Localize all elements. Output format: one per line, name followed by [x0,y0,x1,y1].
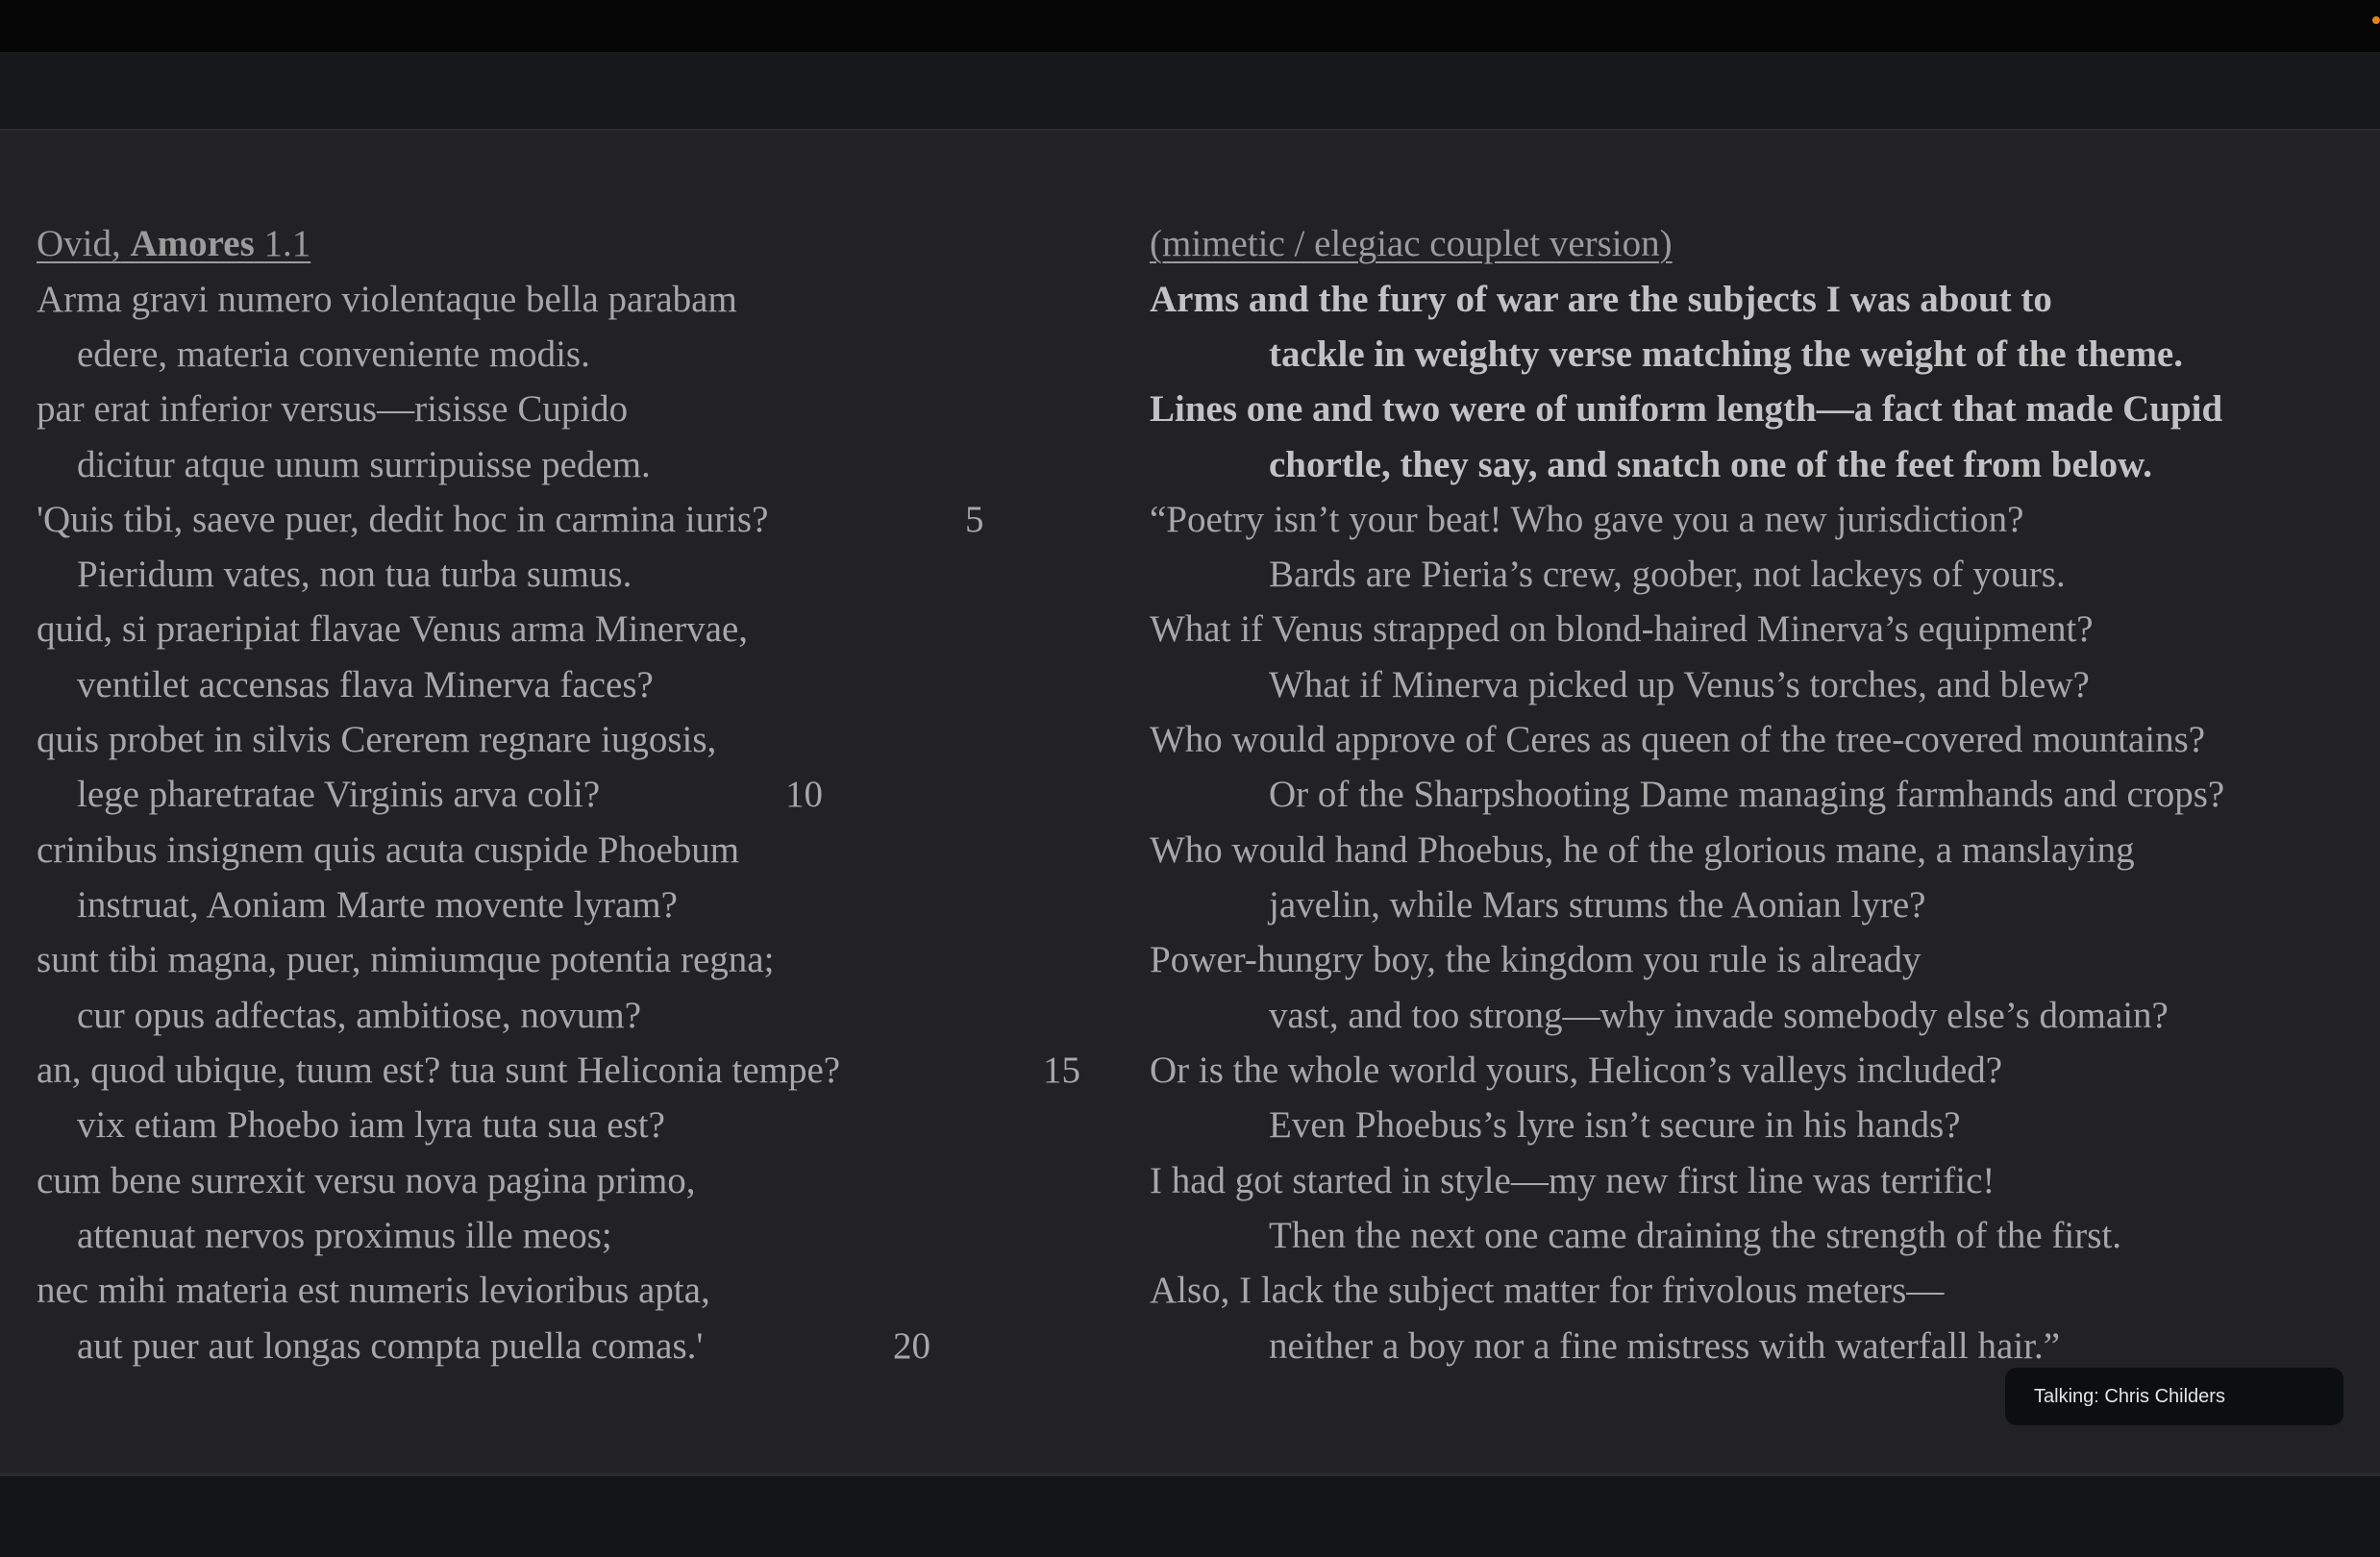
latin-line-9: quis probet in silvis Cererem regnare iugosis, [37,719,717,760]
latin-line-7: quid, si praeripiat flavae Venus arma Minervae, [37,608,749,650]
english-line-12: javelin, while Mars strums the Aonian lyre? [1269,884,1926,926]
latin-line-8: ventilet accensas flava Minerva faces? [77,664,654,705]
active-speaker-indicator: Talking: Chris Childers [2005,1368,2343,1425]
english-line-6: Bards are Pieria’s crew, goober, not lackeys of yours. [1269,554,2066,595]
latin-line-3: par erat inferior versus—risisse Cupido [37,388,629,430]
english-line-17: I had got started in style—my new first line was terrific! [1150,1160,1996,1201]
latin-line-11: crinibus insignem quis acuta cuspide Phoebum [37,829,740,871]
line-number-10: 10 [785,774,823,815]
english-line-10: Or of the Sharpshooting Dame managing farmhands and crops? [1269,774,2225,815]
english-line-13: Power-hungry boy, the kingdom you rule is already [1150,939,1921,980]
latin-line-2: edere, materia conveniente modis. [77,334,590,375]
english-line-19: Also, I lack the subject matter for frivolous meters— [1150,1270,1945,1311]
latin-line-20: aut puer aut longas compta puella comas.' [77,1325,704,1367]
english-line-7: What if Venus strapped on blond-haired Minerva’s equipment? [1150,608,2094,650]
window-top-bar [0,0,2380,52]
english-line-20: neither a boy nor a fine mistress with waterfall hair.” [1269,1325,2061,1367]
english-line-16: Even Phoebus’s lyre isn’t secure in his hands? [1269,1104,1961,1146]
latin-line-19: nec mihi materia est numeris levioribus apta, [37,1270,710,1311]
latin-line-6: Pieridum vates, non tua turba sumus. [77,554,632,595]
latin-line-16: vix etiam Phoebo iam lyra tuta sua est? [77,1104,665,1146]
english-line-3: Lines one and two were of uniform length—a fact that made Cupid [1150,388,2223,430]
english-line-4: chortle, they say, and snatch one of the feet from below. [1269,444,2152,485]
latin-line-4: dicitur atque unum surripuisse pedem. [77,444,651,485]
latin-line-5: 'Quis tibi, saeve puer, dedit hoc in carmina iuris? [37,499,769,540]
latin-line-17: cum bene surrexit versu nova pagina primo, [37,1160,696,1201]
latin-line-15: an, quod ubique, tuum est? tua sunt Heliconia tempe? [37,1050,841,1091]
latin-line-14: cur opus adfectas, ambitiose, novum? [77,995,641,1036]
english-title: (mimetic / elegiac couplet version) [1150,223,1673,264]
meeting-bottom-bar [0,1472,2380,1557]
latin-line-18: attenuat nervos proximus ille meos; [77,1215,612,1256]
line-number-5: 5 [965,499,984,540]
english-line-14: vast, and too strong—why invade somebody else’s domain? [1269,995,2169,1036]
latin-line-13: sunt tibi magna, puer, nimiumque potentia regna; [37,939,775,980]
meeting-toolbar [0,52,2380,131]
latin-title: Ovid, Amores 1.1 [37,223,311,264]
english-line-5: “Poetry isn’t your beat! Who gave you a new jurisdiction? [1150,499,2024,540]
line-number-15: 15 [1043,1050,1080,1091]
latin-line-10: lege pharetratae Virginis arva coli? [77,774,601,815]
english-line-8: What if Minerva picked up Venus’s torches, and blew? [1269,664,2090,705]
english-line-18: Then the next one came draining the strength of the first. [1269,1215,2121,1256]
recording-indicator-dot [2372,16,2380,24]
shared-screen [0,131,2380,1472]
english-line-15: Or is the whole world yours, Helicon’s valleys included? [1150,1050,2003,1091]
latin-line-1: Arma gravi numero violentaque bella parabam [37,279,737,320]
english-line-2: tackle in weighty verse matching the weight of the theme. [1269,334,2183,375]
line-number-20: 20 [893,1325,930,1367]
english-line-11: Who would hand Phoebus, he of the glorious mane, a manslaying [1150,829,2135,871]
latin-line-12: instruat, Aoniam Marte movente lyram? [77,884,678,926]
english-line-9: Who would approve of Ceres as queen of the tree-covered mountains? [1150,719,2206,760]
english-line-1: Arms and the fury of war are the subjects I was about to [1150,279,2052,320]
